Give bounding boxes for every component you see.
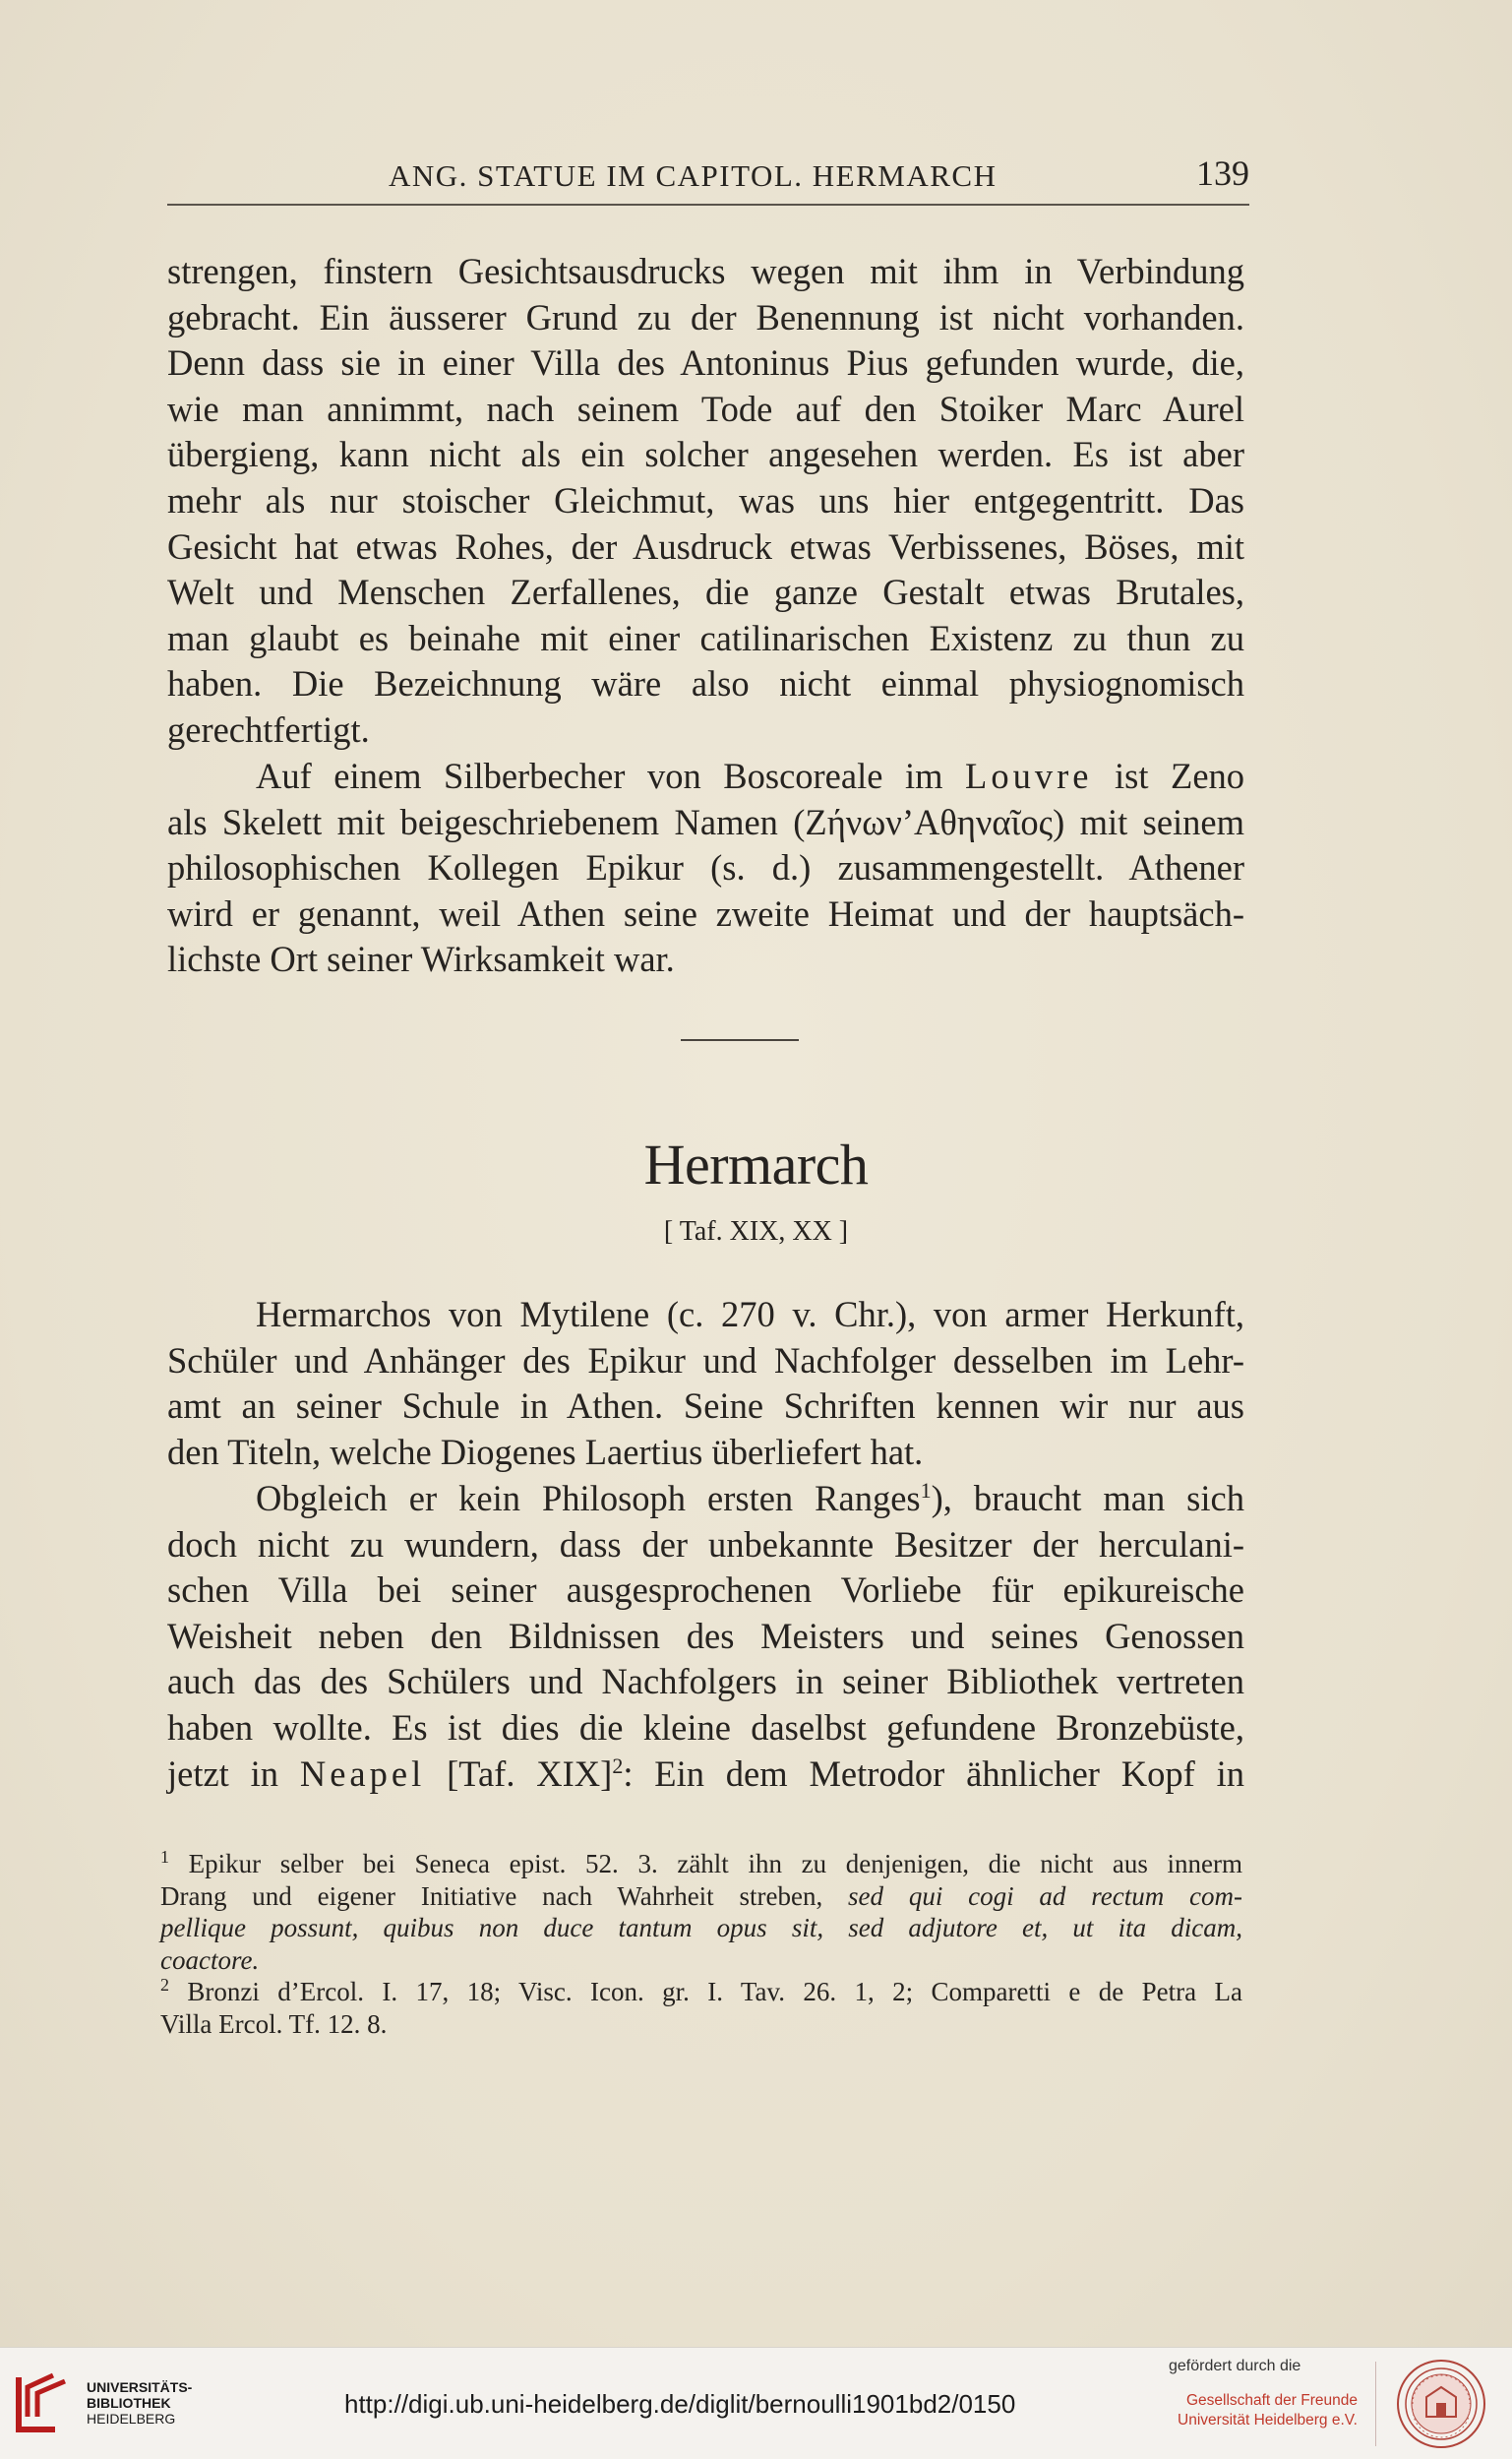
- text-line: philosophischen Kollegen Epikur (s. d.) zusammengestellt. Athener: [167, 847, 1244, 889]
- text-line: mehr als nur stoischer Gleichmut, was uns hier entgegentritt. Das: [167, 479, 1244, 521]
- text-line: Gesicht hat etwas Rohes, der Ausdruck etwas Verbissenes, Böses, mit: [167, 525, 1244, 567]
- header-rule: [167, 204, 1249, 206]
- text-line: schen Villa bei seiner ausgesprochenen Vorliebe für epikureische: [167, 1569, 1244, 1611]
- text-line: gebracht. Ein äusserer Grund zu der Benennung ist nicht vorhanden.: [167, 296, 1244, 338]
- footnote-mark: 2: [160, 1975, 169, 1995]
- text-line: gerechtfertigt.: [167, 708, 370, 750]
- text-line: haben wollte. Es ist dies die kleine daselbst gefundene Bronzebüste,: [167, 1706, 1244, 1748]
- text-line: doch nicht zu wundern, dass der unbekannte Besitzer der herculani-: [167, 1523, 1244, 1565]
- footnote-2: [160, 1976, 1242, 2008]
- sponsor-label: gefördert durch die: [1169, 2358, 1301, 2374]
- text-line: Schüler und Anhänger des Epikur und Nachfolger desselben im Lehr-: [167, 1339, 1244, 1381]
- text-line: amt an seiner Schule in Athen. Seine Schriften kennen wir nur aus: [167, 1385, 1244, 1427]
- paragraph-3-body: [167, 1292, 1244, 1475]
- place-name-louvre: Louvre: [965, 756, 1093, 796]
- latin-quote: coactore.: [160, 1944, 260, 1975]
- sponsor-name-line: Universität Heidelberg e.V.: [1178, 2412, 1358, 2428]
- plate-ref-inline: [Taf. XIX]: [447, 1752, 613, 1794]
- library-name-line: UNIVERSITÄTS-: [87, 2379, 193, 2395]
- paragraph-3: [167, 1292, 1244, 1475]
- paragraph-4-body: [167, 1476, 1244, 1797]
- footer-divider: [1375, 2362, 1376, 2446]
- plate-reference: [ Taf. XIX, XX ]: [663, 1216, 849, 1247]
- library-name-line: BIBLIOTHEK: [87, 2395, 171, 2411]
- paragraph-1-body: [167, 249, 1244, 754]
- paragraph-4: [167, 1476, 1244, 1797]
- text-line: Weisheit neben den Bildnissen des Meisters und seines Genossen: [167, 1615, 1244, 1656]
- footnote-text: Epikur selber bei Seneca epist. 52. 3. zählt ihn zu denjenigen, die nicht aus innerm: [188, 1849, 1242, 1878]
- text-line: lichste Ort seiner Wirksamkeit war.: [167, 939, 675, 980]
- library-name-line: HEIDELBERG: [87, 2411, 176, 2427]
- section-title: Hermarch: [643, 1133, 869, 1197]
- text-run: ), braucht man sich: [931, 1478, 1244, 1518]
- place-name-neapel: Neapel: [299, 1752, 426, 1794]
- text-line: [167, 754, 1244, 800]
- text-run: : Ein dem Metrodor ähnlicher Kopf in: [623, 1752, 1244, 1794]
- footnote-text: Bronzi d’Ercol. I. 17, 18; Visc. Icon. gr. I. Tav. 26. 1, 2; Comparetti e de Petra La: [187, 1977, 1242, 2006]
- library-logo-icon[interactable]: [14, 2369, 71, 2436]
- running-title: ANG. STATUE IM CAPITOL. HERMARCH: [389, 158, 998, 193]
- text-line: wird er genannt, weil Athen seine zweite Heimat und der hauptsäch-: [167, 892, 1244, 934]
- footnote-1-line: [160, 1880, 1242, 1913]
- text-line: auch das des Schülers und Nachfolgers in seiner Bibliothek vertreten: [167, 1661, 1244, 1702]
- permalink-url[interactable]: http://digi.ub.uni-heidelberg.de/diglit/bernoulli1901bd2/0150: [344, 2389, 1016, 2419]
- sponsor-name-line: Gesellschaft der Freunde: [1185, 2392, 1358, 2409]
- footer-bar: [0, 2347, 1512, 2459]
- text-line: strengen, finstern Gesichtsausdrucks wegen mit ihm in Verbindung: [167, 251, 1244, 291]
- text-line: wie man annimmt, nach seinem Tode auf den Stoiker Marc Aurel: [167, 388, 1244, 429]
- footnote-text: Villa Ercol. Tf. 12. 8.: [160, 2008, 388, 2039]
- text-line: Denn dass sie in einer Villa des Antoninus Pius gefunden wurde, die,: [167, 342, 1244, 384]
- text-line: als Skelett mit beigeschriebenem Namen (Ζήνων’Αθηναῖος) mit seinem: [167, 801, 1244, 842]
- text-line: [167, 1476, 1244, 1522]
- university-seal-icon: [1395, 2358, 1487, 2450]
- text-line: [167, 1752, 1244, 1798]
- section-divider: [681, 1039, 799, 1041]
- footnote-1: [160, 1848, 1242, 1880]
- latin-quote: sed qui cogi ad rectum com-: [848, 1880, 1242, 1911]
- text-line: man glaubt es beinahe mit einer catilinarischen Existenz zu thun zu: [167, 617, 1244, 658]
- footnotes: [160, 1848, 1242, 2040]
- running-head: [167, 153, 1249, 200]
- footnote-text: Drang und eigener Initiative nach Wahrheit streben,: [160, 1880, 823, 1911]
- footnote-mark: 1: [160, 1847, 169, 1867]
- text-run: Auf einem Silberbecher von Boscoreale im: [256, 756, 943, 796]
- paragraph-2-body: [167, 754, 1244, 983]
- paragraph-1: [167, 249, 1244, 754]
- text-run: ist Zeno: [1115, 756, 1245, 796]
- page-number: 139: [1196, 154, 1249, 193]
- sponsor-name: [1169, 2391, 1358, 2430]
- paragraph-2: [167, 754, 1244, 983]
- footnote-ref-2[interactable]: 2: [612, 1752, 624, 1778]
- latin-quote: pellique possunt, quibus non duce tantum opus sit, sed adjutore et, ut ita dicam,: [160, 1913, 1242, 1942]
- library-name: [87, 2379, 192, 2427]
- text-line: den Titeln, welche Diogenes Laertius überliefert hat.: [167, 1431, 924, 1472]
- text-line: Hermarchos von Mytilene (c. 270 v. Chr.), von armer Herkunft,: [256, 1294, 1244, 1334]
- text-line: haben. Die Bezeichnung wäre also nicht einmal physiognomisch: [167, 663, 1244, 705]
- text-line: Welt und Menschen Zerfallenes, die ganze Gestalt etwas Brutales,: [167, 572, 1244, 613]
- text-run: jetzt in: [167, 1752, 279, 1794]
- text-run: Obgleich er kein Philosoph ersten Ranges: [256, 1478, 921, 1518]
- text-line: übergieng, kann nicht als ein solcher angesehen werden. Es ist aber: [167, 434, 1244, 475]
- footnote-ref-1[interactable]: 1: [920, 1477, 932, 1503]
